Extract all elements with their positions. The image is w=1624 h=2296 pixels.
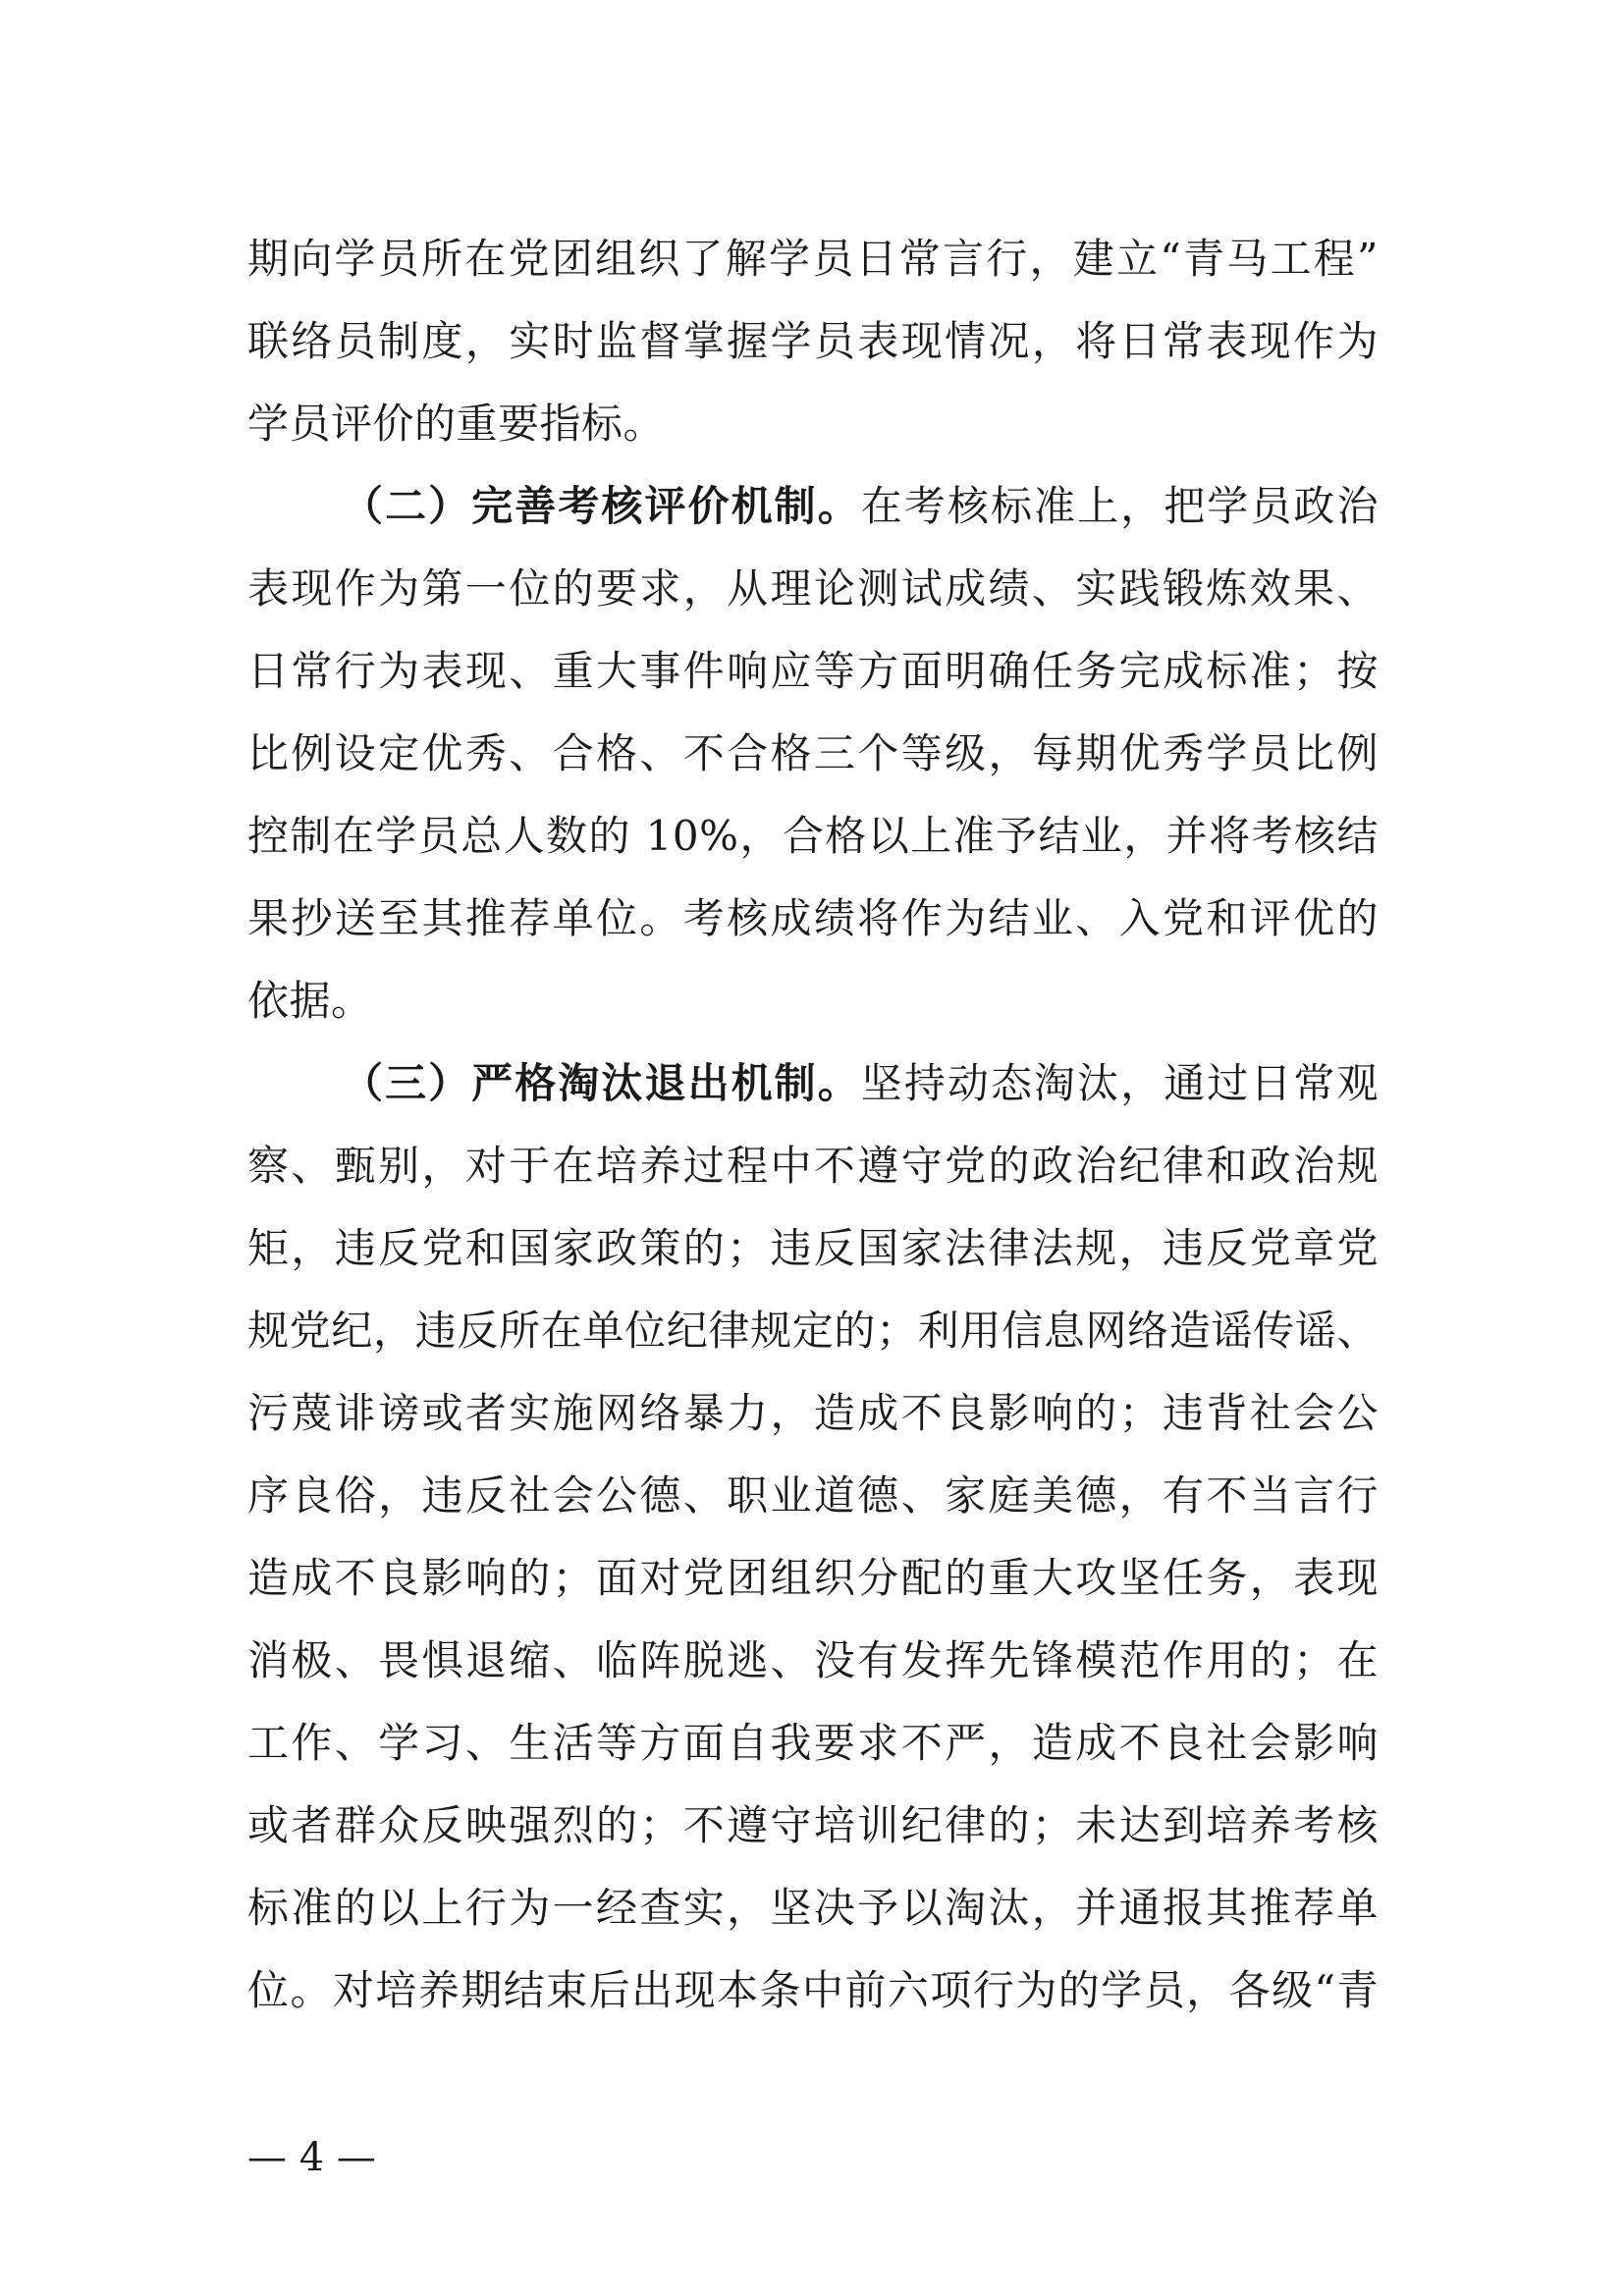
text-line: 果抄送至其推荐单位。考核成绩将作为结业、入党和评优的 (247, 894, 1379, 942)
paragraph-elimination (247, 1042, 1379, 2032)
text-line: 学员评价的重要指标。 (247, 400, 666, 448)
paragraph-continuation (247, 218, 1379, 465)
section-heading-2: （二）完善考核评价机制。 (342, 482, 861, 530)
text-line: 位。对培养期结束后出现本条中前六项行为的学员，各级“青 (247, 1966, 1379, 2014)
text-line: 矩，违反党和国家政策的；违反国家法律法规，违反党章党 (247, 1224, 1379, 1272)
text-line: 期向学员所在党团组织了解学员日常言行，建立“青马工程” (247, 235, 1379, 283)
text-run: 坚持动态淘汰，通过日常观 (860, 1059, 1379, 1107)
text-line: 表现作为第一位的要求，从理论测试成绩、实践锻炼效果、 (247, 564, 1379, 613)
text-line-first (247, 1042, 1379, 1125)
text-line: 污蔑诽谤或者实施网络暴力，造成不良影响的；违背社会公 (247, 1389, 1379, 1437)
text-line-first (247, 465, 1379, 548)
text-line: 察、甄别，对于在培养过程中不遵守党的政治纪律和政治规 (247, 1142, 1379, 1190)
section-heading-3: （三）严格淘汰退出机制。 (342, 1059, 861, 1107)
text-line: 控制在学员总人数的 10%，合格以上准予结业，并将考核结 (247, 812, 1379, 860)
text-line: 依据。 (247, 977, 373, 1025)
text-line: 日常行为表现、重大事件响应等方面明确任务完成标准；按 (247, 647, 1379, 695)
text-line: 比例设定优秀、合格、不合格三个等级，每期优秀学员比例 (247, 729, 1379, 777)
page-number: — 4 — (247, 2135, 376, 2180)
text-line: 标准的以上行为一经查实，坚决予以淘汰，并通报其推荐单 (247, 1884, 1379, 1932)
text-line: 联络员制度，实时监督掌握学员表现情况，将日常表现作为 (247, 317, 1379, 365)
text-line: 或者群众反映强烈的；不遵守培训纪律的；未达到培养考核 (247, 1801, 1379, 1849)
text-run: 在考核标准上，把学员政治 (860, 482, 1379, 530)
document-page (247, 218, 1379, 2032)
text-line: 规党纪，违反所在单位纪律规定的；利用信息网络造谣传谣、 (247, 1307, 1379, 1355)
text-line: 消极、畏惧退缩、临阵脱逃、没有发挥先锋模范作用的；在 (247, 1636, 1379, 1684)
text-line: 序良俗，违反社会公德、职业道德、家庭美德，有不当言行 (247, 1471, 1379, 1520)
paragraph-assessment (247, 465, 1379, 1042)
text-line: 造成不良影响的；面对党团组织分配的重大攻坚任务，表现 (247, 1554, 1379, 1602)
text-line: 工作、学习、生活等方面自我要求不严，造成不良社会影响 (247, 1719, 1379, 1767)
